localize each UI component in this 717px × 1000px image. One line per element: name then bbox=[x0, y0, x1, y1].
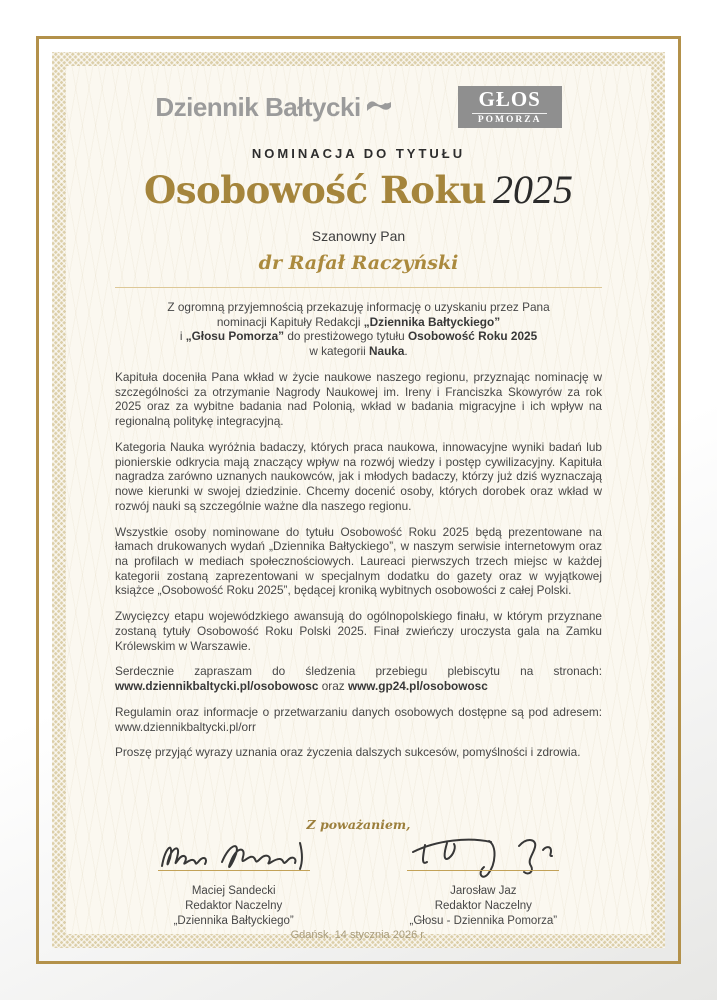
header-logos bbox=[115, 86, 602, 128]
certificate-body bbox=[66, 66, 651, 941]
nomination-kicker: NOMINACJA DO TYTUŁU bbox=[251, 146, 466, 161]
glos-pomorza-logo-line2: POMORZA bbox=[477, 114, 542, 125]
page-title bbox=[115, 167, 602, 213]
signature-block-right bbox=[373, 834, 594, 929]
glos-pomorza-logo-divider bbox=[472, 113, 547, 114]
letter-body bbox=[115, 300, 602, 771]
dziennik-baltycki-logo bbox=[155, 92, 391, 123]
recipient-name: dr Rafał Raczyński bbox=[258, 252, 459, 274]
title-text: Osobowość Roku bbox=[143, 168, 487, 212]
certificate-gold-border bbox=[36, 36, 681, 964]
paragraph-regulations: Regulamin oraz informacje o przetwarzaniu danych osobowych dostępne są pod adresem: www.dziennikbaltycki.pl/orr bbox=[115, 704, 602, 734]
signature-section bbox=[115, 817, 602, 929]
intro-paragraph: Z ogromną przyjemnością przekazuję informację o uzyskaniu przez Pana nominacji Kapituły Redakcji „Dziennika Bałtyckiego” i „Głosu Pomorza” do prestiżowego tytułu Osobowość Roku 2025 w kategorii Nauka. bbox=[167, 300, 550, 359]
certificate-ornament-band bbox=[52, 52, 665, 948]
signatory-left-role: Redaktor Naczelny bbox=[185, 900, 283, 913]
signatory-left-identity bbox=[174, 884, 294, 929]
wave-flag-icon bbox=[366, 98, 392, 116]
signature-left-line bbox=[158, 870, 310, 871]
signatory-right-name: Jarosław Jaz bbox=[450, 885, 517, 898]
closing-phrase: Z poważaniem, bbox=[306, 817, 411, 833]
signatory-left-org: „Dziennika Bałtyckiego” bbox=[173, 914, 294, 927]
signature-block-left bbox=[123, 834, 344, 929]
title-year: 2025 bbox=[493, 167, 574, 212]
signatory-left-name: Maciej Sandecki bbox=[191, 885, 276, 898]
paragraph-final-gala: Zwycięzcy etapu wojewódzkiego awansują do ogólnopolskiego finału, w którym przyznane zostaną tytuły Osobowość Roku Polski 2025. Finał zwieńczy uroczysta gala na Zamku Królewskim w Warszawie. bbox=[115, 609, 602, 653]
signature-right-line bbox=[407, 870, 559, 871]
gold-divider-line bbox=[115, 287, 602, 288]
glos-pomorza-logo-line1: GŁOS bbox=[478, 87, 541, 112]
paragraph-websites: Serdecznie zapraszam do śledzenia przebiegu plebiscytu na stronach: www.dziennikbaltycki.pl/osobowosc oraz www.gp24.pl/osobowosc bbox=[115, 664, 602, 694]
salutation: Szanowny Pan bbox=[311, 228, 406, 244]
signature-row bbox=[115, 834, 602, 929]
signatory-right-org: „Głosu - Dziennika Pomorza” bbox=[409, 914, 558, 927]
paragraph-nomination-reason: Kapituła doceniła Pana wkład w życie naukowe naszego regionu, przyznając nominację w szczególności za otrzymanie Nagrody Naukowej im. Ireny i Franciszka Skowyrów za rok 2025 oraz za wybitne badania nad Polonią, wkład w badania migracyjne i ich wpływ na regionalną politykę integracyjną. bbox=[115, 369, 602, 429]
paragraph-publication-info: Wszystkie osoby nominowane do tytułu Osobowość Roku 2025 będą prezentowane na łamach drukowanych wydań „Dziennika Bałtyckiego”, w naszym serwisie internetowym oraz na profilach w mediach społecznościowych. Laureaci pierwszych trzech miejsc w każdej kategorii zostaną zaprezentowani w specjalnym dodatku do gazety oraz w wyjątkowej książce „Osobowość Roku 2025”, będącej kroniką wybitnych osobowości z całej Polski. bbox=[115, 524, 602, 598]
dziennik-baltycki-logo-text: Dziennik Bałtycki bbox=[155, 91, 361, 122]
glos-pomorza-logo bbox=[458, 86, 562, 128]
date-and-place: Gdańsk, 14 stycznia 2026 r. bbox=[290, 928, 427, 941]
signatory-right-identity bbox=[410, 884, 558, 929]
paragraph-category-description: Kategoria Nauka wyróżnia badaczy, których praca naukowa, innowacyjne wyniki badań lub pionierskie odkrycia mają znaczący wpływ na rozwój wiedzy i postęp cywilizacyjny. Kapituła nagradza zarówno uznanych naukowców, jak i młodych badaczy, którzy już dziś wyznaczają nowe kierunki w swojej dziedzinie. Chcemy docenić osoby, których dorobek oraz wkład w rozwój nauki są szczególnie ważne dla naszego regionu. bbox=[115, 439, 602, 513]
signatory-right-role: Redaktor Naczelny bbox=[434, 900, 532, 913]
paragraph-wishes: Proszę przyjąć wyrazy uznania oraz życzenia dalszych sukcesów, pomyślności i zdrowia. bbox=[115, 745, 581, 760]
